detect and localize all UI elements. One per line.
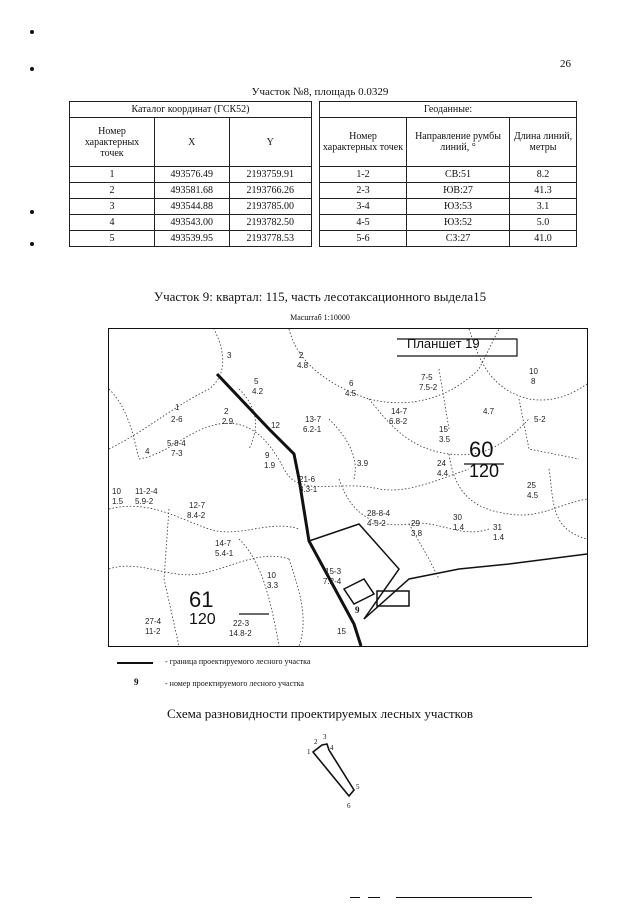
table-row [320,183,577,199]
cell: 493544.88 [155,199,230,215]
map-label: 1.4 [453,523,465,532]
map-label: 15 [439,425,448,434]
cell: 493581.68 [155,183,230,199]
map-label: 7-5 [421,373,433,382]
cell: 5-6 [320,231,407,247]
map-label: 12 [271,421,280,430]
legend-number-text: - номер проектируемого лесного участка [165,679,304,688]
page-number: 26 [560,58,571,70]
table-row [320,167,577,183]
legend-line-swatch [117,662,153,664]
map-label: 5-8-4 [167,439,186,448]
quarter-60-number: 60 [469,437,494,462]
cell: 41.0 [510,231,577,247]
footer-divider [350,897,360,898]
map-label: 4.7 [483,407,495,416]
map-label: 8.3-1 [299,485,318,494]
cell: 4-5 [320,215,407,231]
map-label: 30 [453,513,462,522]
map-label: 15 [337,627,346,636]
table-row [320,215,577,231]
map-label: 22-3 [233,619,250,628]
cell: ЮЗ:52 [407,215,510,231]
map-label: 4 [145,447,150,456]
scheme-point: 3 [323,733,327,741]
geodata-caption: Геоданные: [320,102,577,118]
scheme-point: 2 [314,738,318,746]
map-label: 27-4 [145,617,162,626]
cell: ЮЗ:53 [407,199,510,215]
cell: 2193778.53 [229,231,311,247]
map-label: 4.4 [437,469,449,478]
col-header: Длина линий, метры [510,118,577,167]
cell: 493539.95 [155,231,230,247]
map-label: 5.9-2 [135,497,154,506]
cell: 1 [70,167,155,183]
margin-bullet [30,210,34,214]
map-label: 28-8-4 [367,509,391,518]
map-label: 29 [411,519,420,528]
margin-bullet [30,30,34,34]
map-label: 3.9 [357,459,369,468]
map-label: 9 [265,451,270,460]
map-label: 10 [112,487,121,496]
col-header: X [155,118,230,167]
map-canvas [109,329,587,646]
cell: 5 [70,231,155,247]
map-label: 7.2-4 [323,577,342,586]
cell: 493576.49 [155,167,230,183]
margin-bullet [30,67,34,71]
map-label: 4.5 [345,389,357,398]
coordinates-table [69,101,312,247]
map-label: 1.5 [112,497,124,506]
cell: 5.0 [510,215,577,231]
geodata-table [319,101,577,247]
map-scale: Масштаб 1:10000 [290,313,350,322]
map-label: 10 [267,571,276,580]
map-label: 8.4-2 [187,511,206,520]
cell: 2193785.00 [229,199,311,215]
map-label: 6.8-2 [389,417,408,426]
map-label: 15-3 [325,567,342,576]
section-title: Участок 9: квартал: 115, часть лесотаксационного выдела15 [153,289,487,304]
map-label: 13-7 [305,415,322,424]
map-label: 12-7 [189,501,206,510]
cell: 2193766.26 [229,183,311,199]
cell: ЮВ:27 [407,183,510,199]
cell: 2193782.50 [229,215,311,231]
map-label: 5 [254,377,259,386]
map-label: 4.8 [297,361,309,370]
cell: 8.2 [510,167,577,183]
table-row [70,215,312,231]
table-row [70,199,312,215]
map-label: 4-5-2 [367,519,386,528]
map-label: 7.5-2 [419,383,438,392]
cell: 3.1 [510,199,577,215]
col-header: Направление румбы линий, ° [407,118,510,167]
map-label: 5.4-1 [215,549,234,558]
plot-scheme-diagram [300,730,370,820]
footer-divider [368,897,380,898]
map-label: 21-6 [299,475,316,484]
quarter-60-area: 120 [469,461,500,481]
table-row [70,231,312,247]
map-label: 3.5 [439,435,451,444]
map-label: 1.9 [264,461,276,470]
map-label: 2 [299,351,304,360]
cell: 2 [70,183,155,199]
legend-boundary-text: - граница проектируемого лесного участка [165,657,311,666]
map-label: 2-6 [171,415,183,424]
scheme-point: 5 [356,783,360,791]
plot-number: 9 [355,605,360,615]
cell: 3 [70,199,155,215]
table-row [70,167,312,183]
map-label: 6 [349,379,354,388]
col-header: Y [229,118,311,167]
forest-map [108,328,588,647]
scheme-point: 1 [307,748,311,756]
quarter-61-area: 120 [189,611,216,628]
map-label: 25 [527,481,536,490]
quarter-61-number: 61 [189,587,214,612]
cell: СЗ:27 [407,231,510,247]
map-label: 3 [227,351,232,360]
map-label: 5-2 [534,415,546,424]
scheme-point: 4 [330,744,334,752]
map-label: 8 [531,377,536,386]
cell: 4 [70,215,155,231]
map-label: 31 [493,523,502,532]
cell: 41.3 [510,183,577,199]
table-row [320,199,577,215]
col-header: Номер характерных точек [70,118,155,167]
legend-number-symbol: 9 [134,677,139,687]
map-label: 11-2 [145,627,161,636]
footer-divider [396,897,532,898]
margin-bullet [30,242,34,246]
map-label: 14-7 [391,407,408,416]
scheme-point: 6 [347,802,351,810]
map-label: 3.8 [411,529,423,538]
map-label: 2.9 [222,417,234,426]
cell: СВ:51 [407,167,510,183]
map-label: 11-2-4 [135,487,158,496]
scheme-title: Схема разновидности проектируемых лесных участков [167,706,473,721]
col-header: Номер характерных точек [320,118,407,167]
table-row [320,231,577,247]
map-label: 7-3 [171,449,183,458]
cell: 3-4 [320,199,407,215]
map-label: 14.8-2 [229,629,252,638]
table-row [70,183,312,199]
sheet-label: Планшет 19 [407,336,480,351]
cell: 2193759.91 [229,167,311,183]
map-label: 6.2-1 [303,425,322,434]
map-label: 14-7 [215,539,232,548]
cell: 1-2 [320,167,407,183]
map-label: 1 [175,403,180,412]
map-label: 1.4 [493,533,505,542]
map-label: 4.5 [527,491,539,500]
map-label: 2 [224,407,229,416]
map-label: 10 [529,367,538,376]
cell: 493543.00 [155,215,230,231]
coordinates-caption: Каталог координат (ГСК52) [70,102,312,118]
cell: 2-3 [320,183,407,199]
table-title: Участок №8, площадь 0.0329 [251,86,389,98]
map-label: 3.3 [267,581,279,590]
map-label: 4.2 [252,387,264,396]
map-label: 24 [437,459,446,468]
